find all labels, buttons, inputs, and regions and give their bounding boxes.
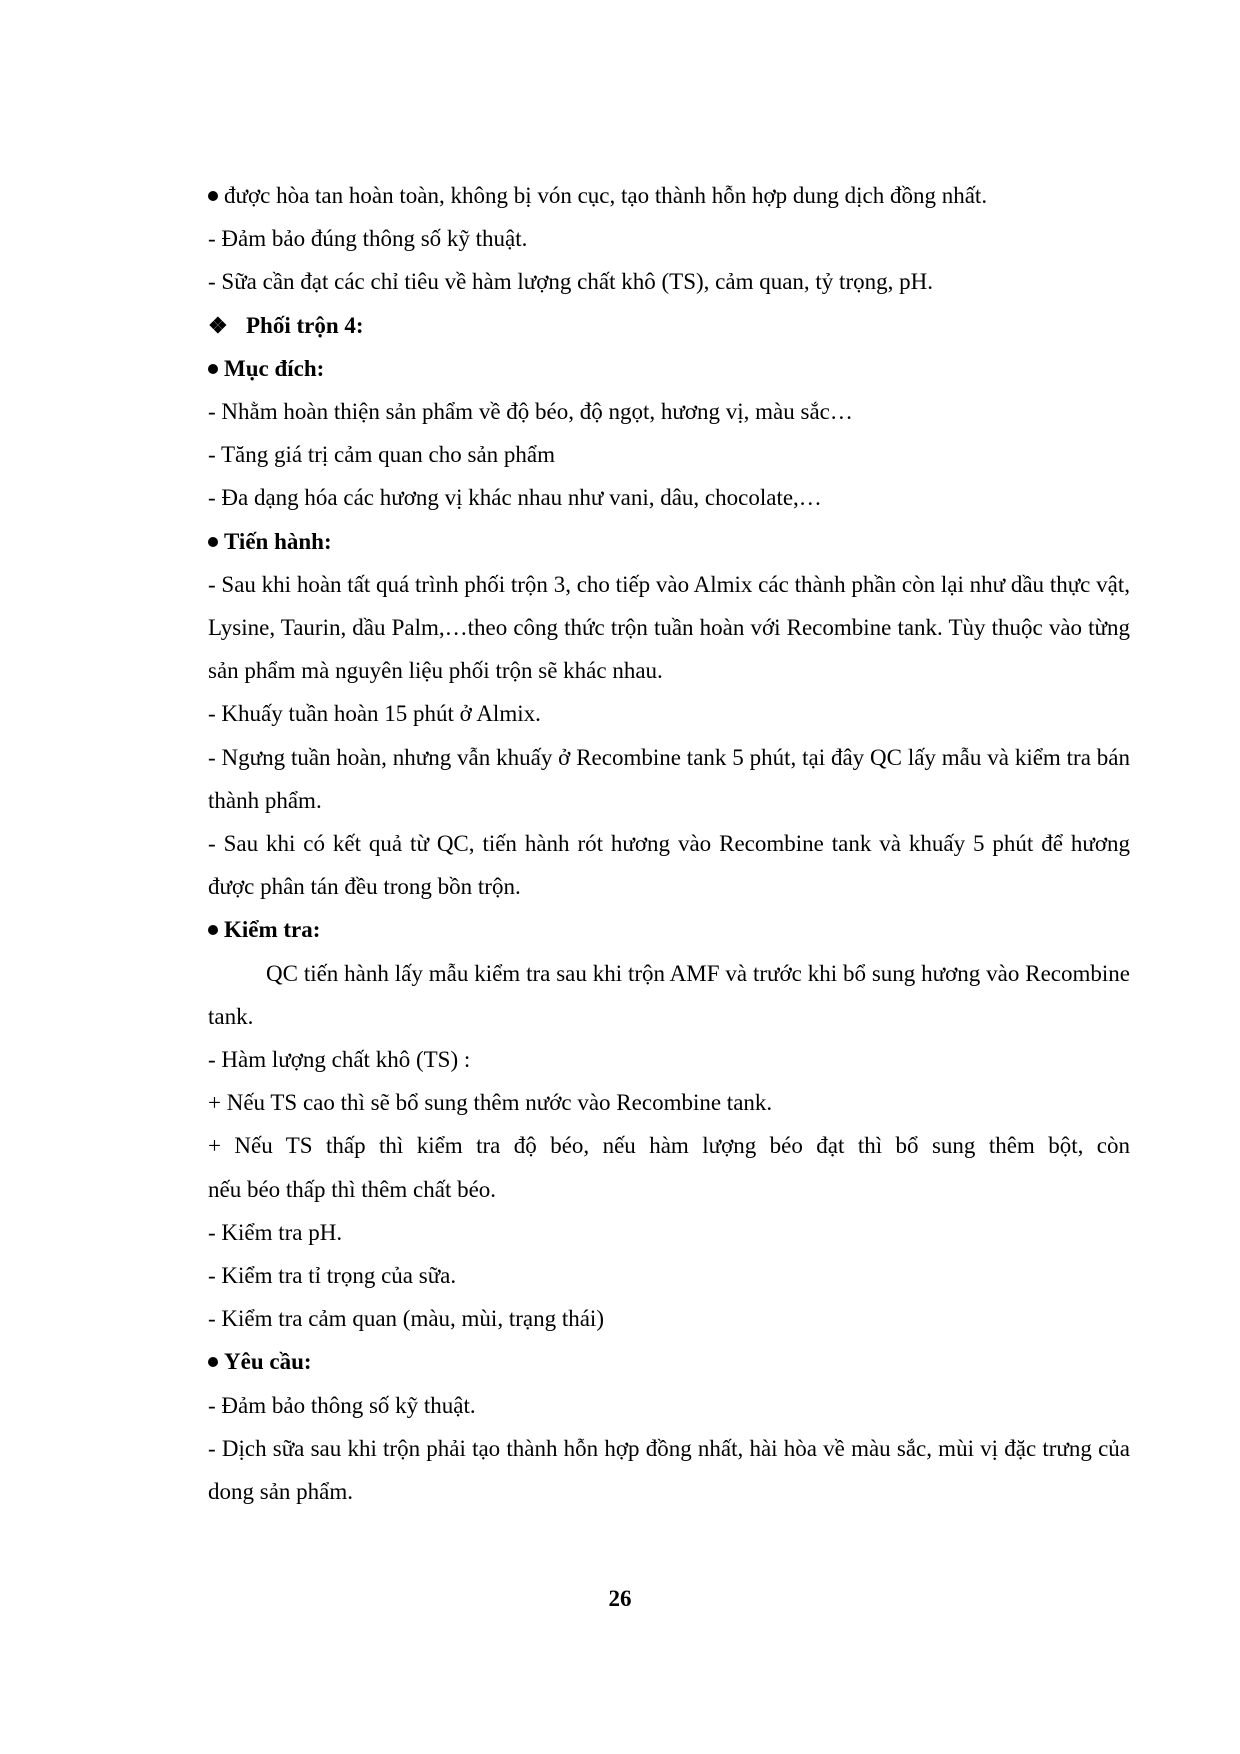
line-specs: - Đảm bảo đúng thông số kỹ thuật. xyxy=(208,226,528,252)
procedure-heading: Tiến hành: xyxy=(208,520,1130,563)
line-dissolved: được hòa tan hoàn toàn, không bị vón cục, tạo thành hỗn hợp dung dịch đồng nhất. xyxy=(208,174,1130,217)
bullet-dot-icon xyxy=(208,191,218,201)
requirement-item: - Đảm bảo thông số kỹ thuật. xyxy=(208,1392,476,1418)
four-diamond-ornament-icon: ❖ xyxy=(208,312,228,338)
bullet-dot-icon xyxy=(208,925,218,935)
requirement-item: - Dịch sữa sau khi trộn phải tạo thành hỗn hợp đồng nhất, hài hòa về màu sắc, mùi vị đặc trưng của dong sản phẩm. xyxy=(208,1435,1130,1505)
procedure-item: - Ngưng tuần hoàn, nhưng vẫn khuấy ở Recombine tank 5 phút, tại đây QC lấy mẫu và kiểm tra bán thành phẩm. xyxy=(208,744,1130,813)
purpose-item: - Tăng giá trị cảm quan cho sản phẩm xyxy=(208,442,556,468)
ts-item: + Nếu TS cao thì sẽ bổ sung thêm nước vào Recombine tank. xyxy=(208,1090,773,1116)
requirements-heading: Yêu cầu: xyxy=(208,1340,1130,1383)
inspection-item: - Kiểm tra cảm quan (màu, mùi, trạng thái) xyxy=(208,1306,604,1332)
procedure-item: - Sau khi có kết quả từ QC, tiến hành rót hương vào Recombine tank và khuấy 5 phút để hương được phân tán đều trong bồn trộn. xyxy=(208,831,1130,900)
section-heading: ❖ Phối trộn 4: xyxy=(208,304,1130,347)
ts-item-continuation: nếu béo thấp thì thêm chất béo. xyxy=(208,1176,497,1202)
ts-label: - Hàm lượng chất khô (TS) : xyxy=(208,1047,471,1073)
bullet-dot-icon xyxy=(208,537,218,547)
bullet-dot-icon xyxy=(208,364,218,374)
bullet-dot-icon xyxy=(208,1357,218,1367)
page-body xyxy=(208,174,1130,1513)
inspection-item: - Kiểm tra tỉ trọng của sữa. xyxy=(208,1263,457,1289)
purpose-heading: Mục đích: xyxy=(208,347,1130,390)
page-number: 26 xyxy=(608,1586,632,1611)
inspection-intro: QC tiến hành lấy mẫu kiểm tra sau khi trộn AMF và trước khi bổ sung hương vào Recombine tank. xyxy=(208,960,1130,1029)
purpose-item: - Đa dạng hóa các hương vị khác nhau như vani, dâu, chocolate,… xyxy=(208,485,822,511)
inspection-item: - Kiểm tra pH. xyxy=(208,1219,343,1245)
procedure-item: - Khuấy tuần hoàn 15 phút ở Almix. xyxy=(208,701,541,727)
inspection-heading: Kiểm tra: xyxy=(208,908,1130,951)
ts-item: + Nếu TS thấp thì kiểm tra độ béo, nếu hàm lượng béo đạt thì bổ sung thêm bột, còn xyxy=(208,1133,1130,1159)
line-criteria: - Sữa cần đạt các chỉ tiêu về hàm lượng chất khô (TS), cảm quan, tỷ trọng, pH. xyxy=(208,269,933,295)
purpose-item: - Nhằm hoàn thiện sản phẩm về độ béo, độ ngọt, hương vị, màu sắc… xyxy=(208,399,853,425)
procedure-item: - Sau khi hoàn tất quá trình phối trộn 3, cho tiếp vào Almix các thành phần còn lại như dầu thực vật, Lysine, Taurin, dầu Palm,…theo công thức trộn tuần hoàn với Recombine tank. Tùy thuộc vào từng sản phẩm mà nguyên liệu phối trộn sẽ khác nhau. xyxy=(208,571,1130,684)
